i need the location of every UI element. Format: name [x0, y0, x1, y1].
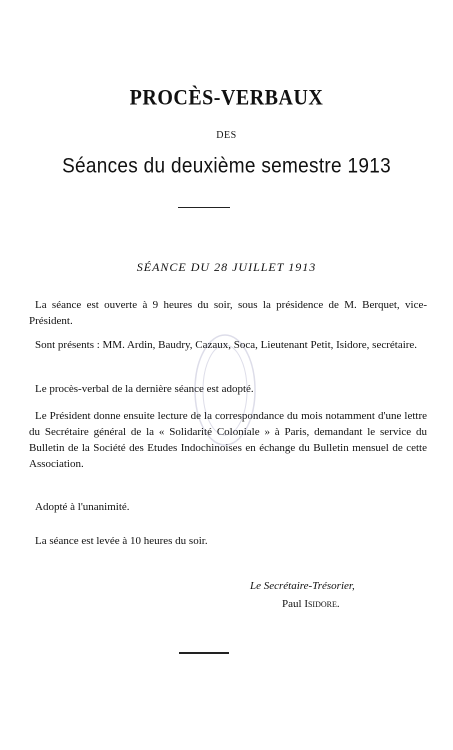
signature-last-name: Isidore. [304, 598, 340, 610]
library-stamp-watermark [190, 330, 260, 450]
document-subtitle: Séances du deuxième semestre 1913 [62, 154, 391, 178]
paragraph-minutes-adopted: Le procès-verbal de la dernière séance est adopté. [35, 383, 254, 395]
paragraph-unanimous: Adopté à l'unanimité. [35, 501, 130, 513]
signature-first-name: Paul [282, 598, 302, 610]
paragraph-closing: La séance est levée à 10 heures du soir. [35, 535, 208, 547]
paragraph-correspondence: Le Président donne ensuite lecture de la correspondance du mois notamment d'une lettre du Secrétaire général de la « Solidarité Coloniale » à Paris, demandant le service du Bulletin de la Société des Etudes Indochinoises en échange du Bulletin mensuel de cette Association. [29, 410, 427, 470]
divider-bottom [179, 652, 229, 654]
session-heading: SÉANCE DU 28 JUILLET 1913 [136, 260, 317, 274]
paragraph-attendees: Sont présents : MM. Ardin, Baudry, Cazaux, Soca, Lieutenant Petit, Isidore, secrétaire. [35, 339, 418, 351]
document-title: PROCÈS-VERBAUX [129, 85, 324, 111]
title-connector: DES [216, 130, 237, 141]
signature-name [282, 598, 340, 610]
paragraph-opening: La séance est ouverte à 9 heures du soir, sous la présidence de M. Berquet, vice-Président. [29, 299, 427, 327]
divider-top [178, 207, 230, 208]
signature-role: Le Secrétaire-Trésorier, [250, 580, 355, 592]
